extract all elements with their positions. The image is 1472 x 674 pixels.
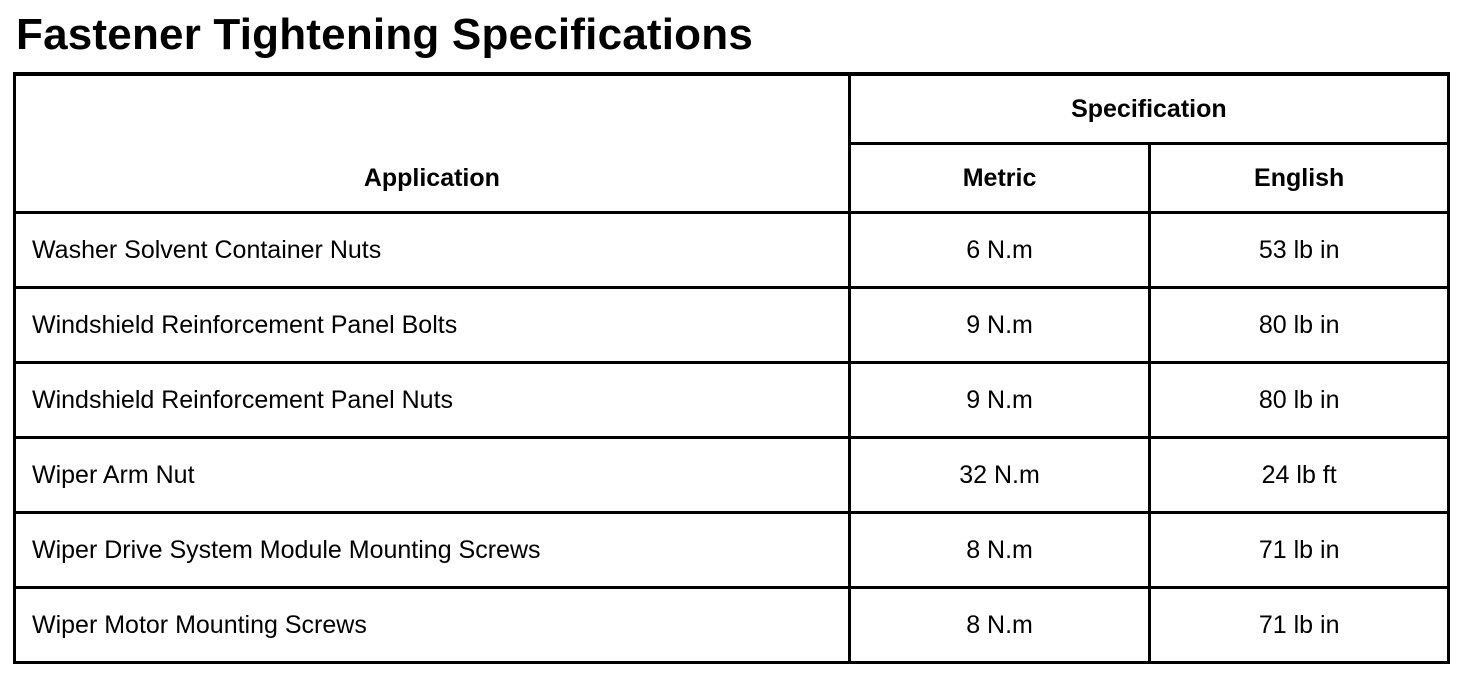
metric-cell: 9 N.m — [849, 363, 1150, 438]
application-cell: Wiper Motor Mounting Screws — [15, 588, 850, 663]
english-cell: 80 lb in — [1150, 363, 1449, 438]
application-cell: Wiper Arm Nut — [15, 438, 850, 513]
application-cell: Windshield Reinforcement Panel Nuts — [15, 363, 850, 438]
table-row — [15, 288, 1449, 363]
metric-cell: 6 N.m — [849, 213, 1150, 288]
table-row — [15, 438, 1449, 513]
specification-header: Specification — [849, 74, 1448, 144]
metric-cell: 32 N.m — [849, 438, 1150, 513]
table-row — [15, 513, 1449, 588]
english-cell: 24 lb ft — [1150, 438, 1449, 513]
page-title: Fastener Tightening Specifications — [16, 10, 754, 59]
english-cell: 71 lb in — [1150, 588, 1449, 663]
metric-cell: 8 N.m — [849, 588, 1150, 663]
application-cell: Wiper Drive System Module Mounting Screws — [15, 513, 850, 588]
english-cell: 53 lb in — [1150, 213, 1449, 288]
english-cell: 71 lb in — [1150, 513, 1449, 588]
application-header: Application — [15, 74, 850, 213]
english-cell: 80 lb in — [1150, 288, 1449, 363]
table-row — [15, 588, 1449, 663]
metric-header: Metric — [849, 144, 1150, 213]
application-cell: Windshield Reinforcement Panel Bolts — [15, 288, 850, 363]
metric-cell: 9 N.m — [849, 288, 1150, 363]
english-header: English — [1150, 144, 1449, 213]
table-row — [15, 363, 1449, 438]
application-cell: Washer Solvent Container Nuts — [15, 213, 850, 288]
table-row — [15, 213, 1449, 288]
fastener-spec-table — [13, 72, 1450, 664]
metric-cell: 8 N.m — [849, 513, 1150, 588]
